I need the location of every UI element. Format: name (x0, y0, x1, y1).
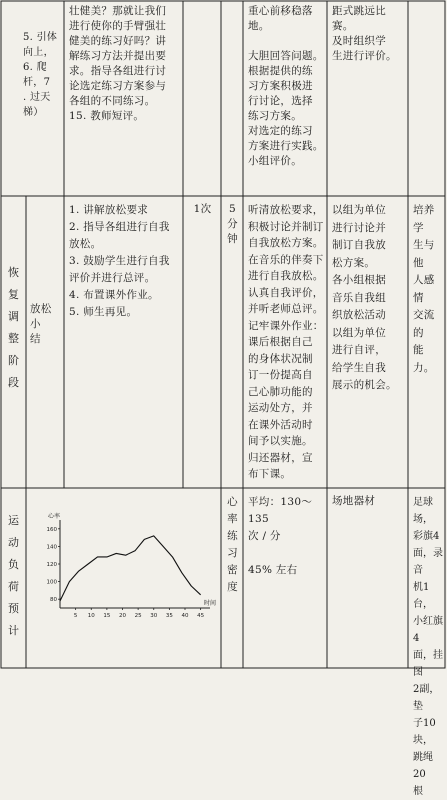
student-activity: 听清放松要求， 积极讨论并制订 自我放松方案。 在音乐的伴奏下 进行自我放松。 认真自我评价， 并听老师总评。 记牢课外作业： 课后根据自己 的身体状况制 订一份提高自 己心肺功能的 运动处方，并 在课外活动时 间予以实施。 归还器材，宣 布下课。 (248, 204, 324, 480)
y-tick-label: 140 (46, 544, 57, 551)
heart-rate-stats: 平均：130～135 次 / 分 45% 左右 (248, 496, 313, 576)
organization-method: 以组为单位 进行讨论并 制订自我放 松方案。 各小组根据 音乐自我组 织放松活动 以组为单位 进行自评， 给学生自我 展示的机会。 (332, 204, 397, 391)
stage-content: 放松小 结 (30, 303, 52, 345)
heart-rate-line (60, 536, 201, 601)
density-label: 心 率 练 习 密 度 (227, 496, 238, 593)
y-tick-label: 80 (50, 597, 57, 604)
x-tick-label: 15 (103, 613, 111, 619)
x-tick-label: 25 (134, 613, 142, 619)
y-tick-label: 100 (46, 579, 57, 586)
section1-organization: 距式跳远比 赛。 及时组织学 生进行评价。 (332, 5, 397, 62)
teacher-activity: 1. 讲解放松要求 2. 指导各组进行自我 放松。 3. 鼓励学生进行自我 评价并进行总评。 4. 布置课外作业。 5. 师生再见。 (69, 204, 170, 318)
x-tick-label: 5 (73, 613, 78, 619)
section1-student-activity: 重心前移稳落 地。 大胆回答问题。 根据提供的练 习方案积极进 行讨论，选择 练习方案。 对选定的练习 方案进行实践。 小组评价。 (248, 5, 324, 167)
teaching-goal: 培养学 生与他 人感情 交流的 能力。 (413, 204, 435, 374)
stage-label: 恢 复 调 整 阶 段 (8, 266, 19, 389)
x-tick-label: 20 (119, 613, 126, 619)
y-tick-label: 120 (46, 562, 57, 568)
x-tick-label: 40 (181, 613, 189, 619)
duration: 5 分 钟 (227, 203, 238, 245)
x-tick-label: 30 (150, 613, 158, 619)
y-tick-label: 160 (46, 526, 57, 533)
x-axis-label: 时间 (204, 600, 217, 607)
section1-exercise-list: 5. 引体 向上， 6. 爬 杆，7 . 过天 梯） (23, 32, 58, 118)
section1-teacher-activity: 壮健美？那就让我们 进行使你的手臂强壮 健美的练习好吗？讲 解练习方法并提出要 求。指导各组进行讨 论选定练习方案参与 各组的不同练习。 15. 教师短评。 (69, 5, 167, 122)
venue-equipment-label: 场地器材 (332, 495, 376, 507)
y-axis-label: 心率 (48, 513, 61, 520)
repetitions: 1次 (193, 203, 212, 215)
load-estimate-label: 运 动 负 荷 预 计 (8, 514, 19, 637)
equipment-list: 足球场， 彩旗4 面，录音 机1台， 小红旗4 面，挂图 2副，垫 子10块， 跳绳20 根 (413, 497, 443, 797)
x-tick-label: 10 (87, 613, 95, 619)
x-tick-label: 45 (197, 613, 205, 619)
x-tick-label: 35 (165, 613, 173, 619)
